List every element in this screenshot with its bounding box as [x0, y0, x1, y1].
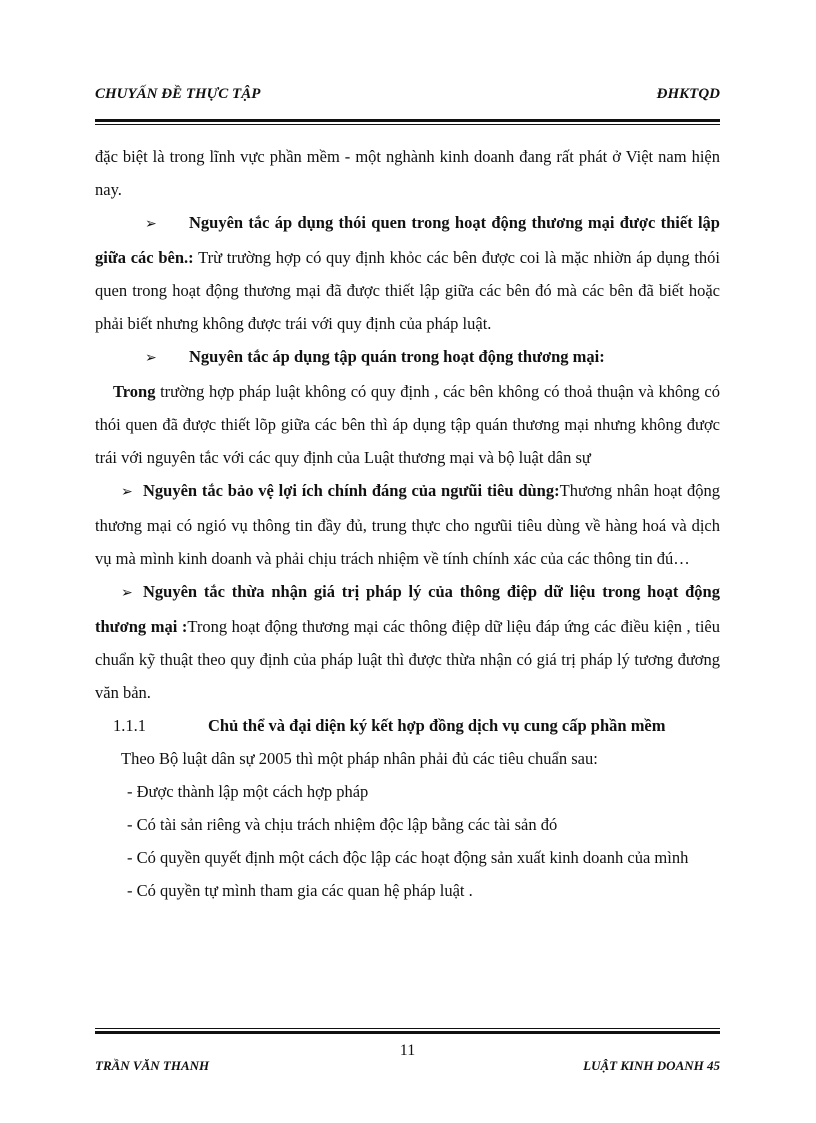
document-body	[95, 140, 720, 907]
list-item: - Có quyền quyết định một cách độc lập các hoạt động sản xuất kinh doanh của mình	[127, 848, 689, 867]
list-item: - Được thành lập một cách hợp pháp	[127, 782, 369, 801]
header-title: CHUYẤN ĐỀ THỰC TẬP	[95, 86, 261, 102]
header-rule	[95, 119, 720, 125]
paragraph-text: trường hợp pháp luật không có quy định , các bên không có thoả thuận và không có thói quen đã được thiết lõp giữa các bên thì áp dụng tập quán thương mại nhưng không được trái với nguyên tắc với các quy định của Luật thương mại và bộ luật dân sự	[95, 382, 720, 467]
section-number: 1.1.1	[113, 716, 146, 735]
arrow-bullet-icon: ➢	[145, 351, 157, 366]
paragraph: đặc biệt là trong lĩnh vực phần mềm - một nghành kinh doanh đang rất phát ở Việt nam hiện nay.	[95, 147, 720, 199]
principle-text: Thương nhân hoạt động thương mại có ngió vụ thông tin đầy đủ, trung thực cho ngưũi tiêu dùng về hàng hoá và dịch vụ mà mình kinh doanh và phải chịu trách nhiệm về tính chính xác của các thông tin đú…	[95, 481, 720, 568]
principle-heading: Nguyên tắc áp dụng tập quán trong hoạt động thương mại:	[189, 347, 605, 366]
principle-paragraph	[95, 206, 720, 340]
page-header	[95, 86, 720, 110]
principle-heading: Nguyên tắc bảo vệ lợi ích chính đáng của ngưũi tiêu dùng:	[143, 481, 560, 500]
principle-heading: Nguyên tắc áp dụng thói quen trong hoạt động thương mại được thiết lập giữa các bên.:	[95, 213, 720, 267]
page-footer	[95, 1040, 720, 1080]
arrow-bullet-icon: ➢	[145, 217, 157, 232]
list-item: - Có quyền tự mình tham gia các quan hệ pháp luật .	[127, 881, 473, 900]
footer-course: LUẬT KINH DOANH 45	[583, 1058, 720, 1073]
footer-rule	[95, 1028, 720, 1034]
section-title: Chủ thể và đại diện ký kết hợp đồng dịch vụ cung cấp phần mềm	[208, 716, 666, 735]
principle-text: Trừ trường hợp có quy định khỏc các bên được coi là mặc nhiờn áp dụng thói quen trong hoạt động thương mại đã được thiết lập giữa các bên đó mà các bên đã biết hoặc phải biết nhưng không được trái với quy định của pháp luật.	[95, 248, 720, 333]
page-number: 11	[399, 1042, 416, 1059]
principle-heading: Nguyên tắc thừa nhận giá trị pháp lý của thông điệp dữ liệu trong hoạt động thương mại :	[95, 582, 720, 636]
arrow-bullet-icon: ➢	[121, 586, 133, 601]
principle-paragraph	[95, 340, 720, 375]
footer-author: TRẦN VĂN THANH	[95, 1058, 210, 1073]
arrow-bullet-icon: ➢	[121, 485, 133, 500]
principle-paragraph	[95, 575, 720, 709]
list-item: - Có tài sản riêng và chịu trách nhiệm độc lập bằng các tài sản đó	[127, 815, 558, 834]
principle-paragraph	[95, 474, 720, 575]
section-heading	[95, 709, 720, 742]
paragraph: Theo Bộ luật dân sự 2005 thì một pháp nhân phải đủ các tiêu chuẩn sau:	[121, 749, 598, 768]
lead-word: Trong	[113, 382, 156, 401]
paragraph	[95, 375, 720, 474]
header-institution: ĐHKTQD	[656, 86, 720, 102]
principle-text: Trong hoạt động thương mại các thông điệp dữ liệu đáp ứng các điều kiện , tiêu chuẩn kỹ thuật theo quy định của pháp luật thì được thừa nhận có giá trị pháp lý tương đương văn bản.	[95, 617, 720, 702]
